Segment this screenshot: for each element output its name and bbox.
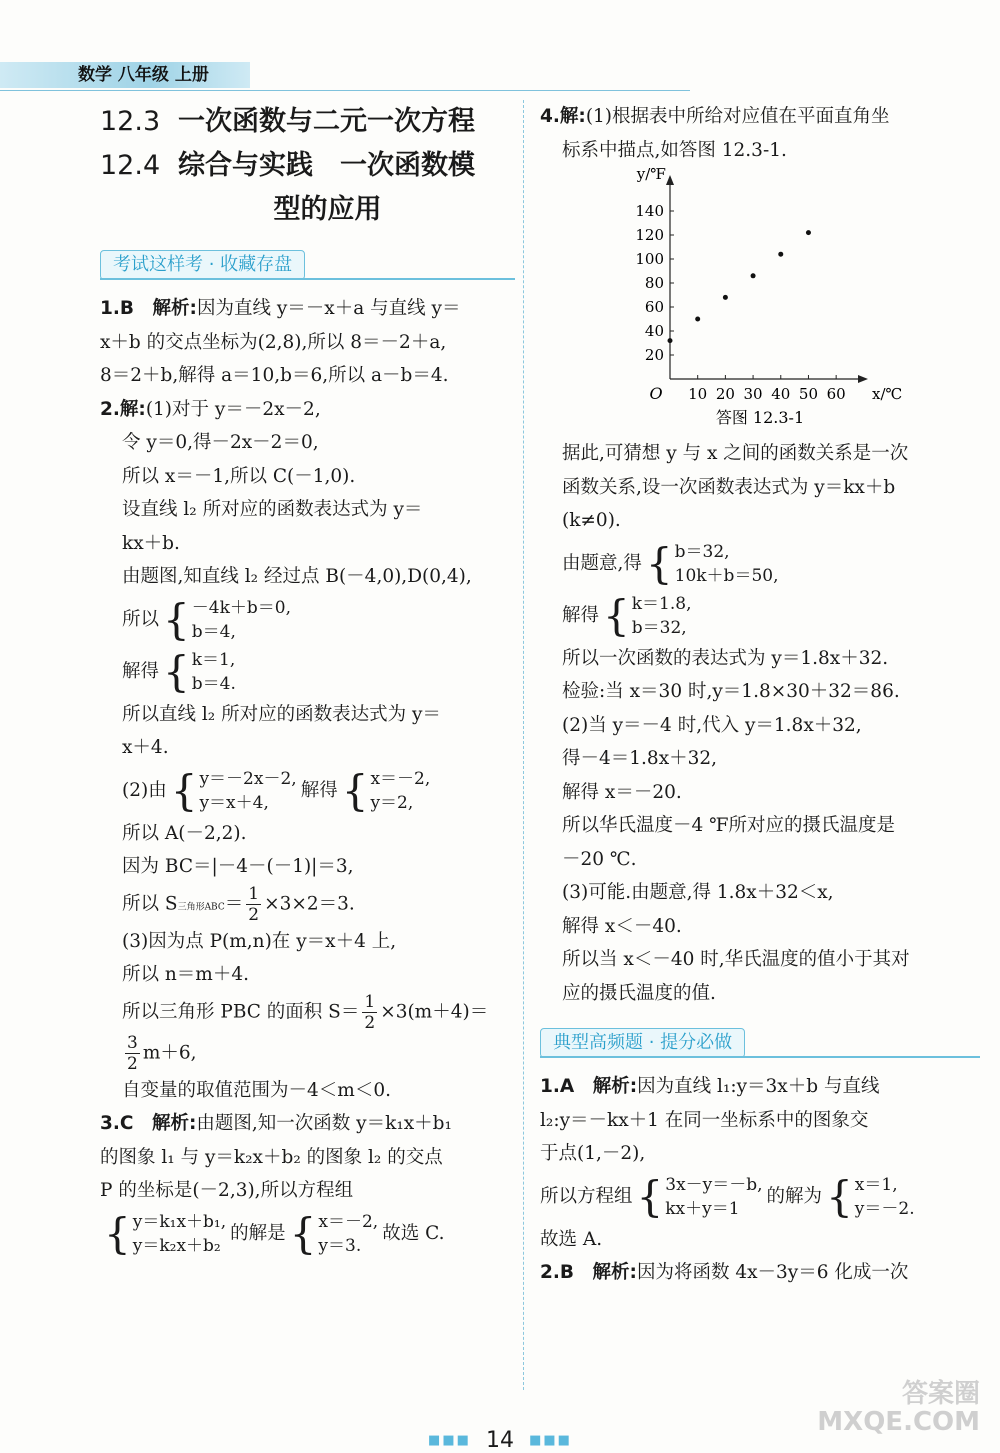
equation: －4k＋b＝0, [191,597,291,618]
footer-dots-left: ■■■ [428,1433,471,1448]
equation: y＝－2. [854,1198,915,1219]
equation: b＝32, [674,541,730,562]
answer-label: 2.解: [100,398,146,420]
y-tick-label: 80 [644,274,664,292]
text-line: 解得 [122,660,160,682]
y-axis-arrow [666,175,674,185]
text-line: 解得 [300,779,338,801]
text-line: ×3(m＋4)＝ [380,1001,489,1022]
text-line: 所以当 x＜－40 时,华氏温度的值小于其对 [562,949,910,970]
equation: y＝k₂x＋b₂ [132,1235,221,1256]
section-rule [540,1056,980,1058]
text-line: 所以 x＝－1,所以 C(－1,0). [122,465,356,487]
answer-label: 4.解: [540,106,586,127]
text-line: (1)对于 y＝－2x－2, [145,398,321,420]
title-text-1: 一次函数与二元一次方程 [178,106,475,137]
text-line: 解得 x＝－20. [562,781,682,803]
text-line: 据此,可猜想 y 与 x 之间的函数关系是一次 [562,443,909,464]
y-tick-label: 20 [644,346,664,364]
equation: b＝32, [631,617,687,638]
denominator: 2 [248,904,260,925]
system-line [540,538,980,590]
text-line: (k≠0). [562,510,621,531]
equation-system: { k＝1.8, b＝32, [603,590,692,640]
denominator: 2 [127,1053,138,1074]
running-title: 数学 八年级 上册 [78,65,209,85]
q4-line [540,100,980,134]
x-axis-label: x/℃ [872,385,903,403]
text-line: 所以 [122,608,160,630]
y-tick-label: 120 [635,226,664,244]
text-line: 因为直线 l₁:y＝3x＋b 与直线 [637,1076,880,1097]
text-line: x＋4. [122,737,169,758]
text-line: 检验:当 x＝30 时,y＝1.8×30＋32＝86. [562,681,900,702]
text-line: 解得 [562,604,600,626]
origin-label: O [649,384,663,403]
equation: k＝1.8, [631,593,692,614]
fraction [125,1033,140,1074]
text-line: 所以 S [122,893,178,914]
text-line: 所以三角形 PBC 的面积 S＝ [122,1001,360,1022]
equation: x＝－2, [370,768,431,789]
fraction [246,884,261,925]
chart-svg [540,167,980,437]
section-banner-practice [540,1024,980,1060]
equation-system: { y＝k₁x＋b₁, y＝k₂x＋b₂ [104,1208,227,1258]
area-line [100,992,515,1033]
text-line: (3)因为点 P(m,n)在 y＝x＋4 上, [122,930,397,952]
x-tick-label: 20 [715,385,735,403]
text-line: (1)根据表中所给对应值在平面直角坐 [585,106,890,127]
data-point [806,230,811,235]
title-text-3: 型的应用 [273,194,382,225]
text-line: 由题图,知一次函数 y＝k₁x＋b₁ [196,1113,452,1134]
numerator: 3 [127,1032,138,1053]
equation: k＝1, [191,649,236,670]
left-column [100,100,515,1260]
section-title [100,100,515,232]
answer-label: 2.B [540,1262,575,1283]
watermark-line-1: 答案圈 [901,1379,980,1409]
equation-system: { －4k＋b＝0, b＝4, [163,594,291,644]
y-tick-label: 60 [644,298,664,316]
data-point [695,317,700,322]
text-line: 因为直线 y＝－x＋a 与直线 y＝ [196,298,461,319]
text-line: 标系中描点,如答图 12.3-1. [562,139,787,161]
x-tick-label: 50 [798,385,819,403]
answer-label: 1.B [100,298,135,319]
equation: 10k＋b＝50, [674,565,779,586]
equation-system: { k＝1, b＝4. [163,646,236,696]
y-axis-label: y/℉ [636,167,666,183]
text-line: m＋6, [142,1042,197,1063]
chart-caption: 答图 12.3-1 [715,408,805,427]
title-number-1: 12.3 [100,106,161,137]
text-line: 由题图,知直线 l₂ 经过点 B(－4,0),D(0,4), [122,566,472,587]
analysis-label: 解析: [152,298,197,319]
equation: y＝2, [370,792,414,813]
data-point [751,273,756,278]
equation: y＝x＋4, [199,792,269,813]
x-tick-label: 40 [771,385,791,403]
equation-system: { x＝－2, y＝2, [341,765,431,815]
equation: x＝－2, [318,1211,379,1232]
text-line: l₂:y＝－kx＋1 在同一坐标系中的图象交 [540,1109,869,1131]
system-line [100,1208,515,1260]
data-point [723,295,728,300]
equation: y＝k₁x＋b₁, [132,1211,227,1232]
answer-label: 1.A [540,1076,575,1097]
title-number-2: 12.4 [100,150,161,181]
equation: 3x－y＝－b, [665,1174,763,1195]
fraction [362,992,377,1033]
numerator: 1 [364,991,376,1012]
answer-label: 3.C [100,1113,134,1134]
text-line: 所以一次函数的表达式为 y＝1.8x＋32. [562,647,889,669]
equation-system: { b＝32, 10k＋b＝50, [645,538,779,588]
page-number: 14 [486,1428,514,1453]
p2-line [540,1256,980,1290]
text-line: 解得 x＜－40. [562,915,682,937]
data-point [668,338,673,343]
analysis-label: 解析: [592,1076,638,1097]
text-line: －20 ℃. [562,848,637,870]
equation: x＝1, [854,1174,898,1195]
text-line: 故选 A. [540,1228,603,1250]
text-line: 8＝2＋b,解得 a＝10,b＝6,所以 a－b＝4. [100,365,449,386]
text-line: 的解是 [230,1222,286,1244]
area-line [100,1033,515,1074]
text-line: 由题意,得 [562,552,642,574]
x-tick-label: 30 [743,385,763,403]
text-line: 的解为 [766,1185,823,1207]
text-line: (2)当 y＝－4 时,代入 y＝1.8x＋32, [562,714,862,736]
system-line [100,765,515,817]
section-label: 考试这样考 · 收藏存盘 [100,250,305,280]
system-line [540,590,980,642]
scatter-chart [540,167,980,437]
y-tick-label: 40 [644,322,664,340]
running-header [0,0,1000,95]
text-line: 故选 C. [382,1222,445,1244]
column-divider [523,100,524,1390]
right-column [540,100,980,1290]
text-line: ＝ [224,893,244,914]
text-line: x＋b 的交点坐标为(2,8),所以 8＝－2＋a, [100,331,447,353]
equation: y＝－2x－2, [199,768,297,789]
q1-line [100,292,515,326]
watermark-line-2: MXQE.COM [817,1407,980,1437]
text-line: (3)可能.由题意,得 1.8x＋32＜x, [562,882,834,903]
equation-system: { x＝1, y＝－2. [826,1171,915,1221]
system-line [100,594,515,646]
system-line [540,1171,980,1223]
analysis-label: 解析: [592,1262,637,1283]
text-line: 所以 n＝m＋4. [122,964,249,985]
text-line: kx＋b. [122,532,180,554]
x-tick-label: 10 [688,385,708,403]
title-text-2: 综合与实践 一次函数模 [178,150,475,181]
numerator: 1 [248,883,260,904]
text-line: 令 y＝0,得－2x－2＝0, [122,432,319,453]
equation-system: { x＝－2, y＝3. [289,1208,379,1258]
subscript: 三角形ABC [177,902,225,912]
text-line: P 的坐标是(－2,3),所以方程组 [100,1180,354,1201]
p1-line [540,1070,980,1104]
text-line: 应的摄氏温度的值. [562,982,716,1004]
text-line: 的图象 l₁ 与 y＝k₂x＋b₂ 的图象 l₂ 的交点 [100,1146,443,1168]
x-axis-arrow [858,375,868,383]
footer-dots-right: ■■■ [529,1433,572,1448]
text-line: 所以 A(－2,2). [122,822,247,844]
denominator: 2 [364,1012,376,1033]
text-line: 所以华氏温度－4 ℉所对应的摄氏温度是 [562,815,896,836]
header-rule [0,90,690,91]
text-line: 自变量的取值范围为－4＜m＜0. [122,1079,391,1101]
text-line: 所以直线 l₂ 所对应的函数表达式为 y＝ [122,703,441,725]
text-line: 函数关系,设一次函数表达式为 y＝kx＋b [562,476,896,498]
system-line [100,646,515,698]
y-tick-label: 100 [635,250,664,268]
section-banner-exam [100,246,515,282]
q2-line [100,393,515,427]
equation: b＝4. [191,673,236,694]
x-tick-label: 60 [826,385,846,403]
text-line: 因为 BC＝|－4－(－1)|＝3, [122,856,354,877]
text-line: 设直线 l₂ 所对应的函数表达式为 y＝ [122,499,423,520]
data-point [778,252,783,257]
section-rule [100,278,515,280]
text-line: 于点(1,－2), [540,1143,646,1164]
watermark [817,1380,980,1436]
q3-line [100,1107,515,1141]
y-tick-label: 140 [635,202,664,220]
equation-system: { y＝－2x－2, y＝x＋4, [170,765,297,815]
text-line: 所以方程组 [540,1185,633,1207]
text-line: (2)由 [122,779,167,801]
text-line: 得－4＝1.8x＋32, [562,748,718,769]
equation: y＝3. [318,1235,362,1256]
area-line [100,884,515,925]
text-line: ×3×2＝3. [264,893,355,914]
text-line: 因为将函数 4x－3y＝6 化成一次 [636,1262,909,1283]
equation-system: { 3x－y＝－b, kx＋y＝1 [636,1171,763,1221]
equation: b＝4, [191,621,236,642]
analysis-label: 解析: [152,1113,197,1134]
equation: kx＋y＝1 [665,1198,740,1219]
section-label: 典型高频题 · 提分必做 [540,1028,745,1058]
